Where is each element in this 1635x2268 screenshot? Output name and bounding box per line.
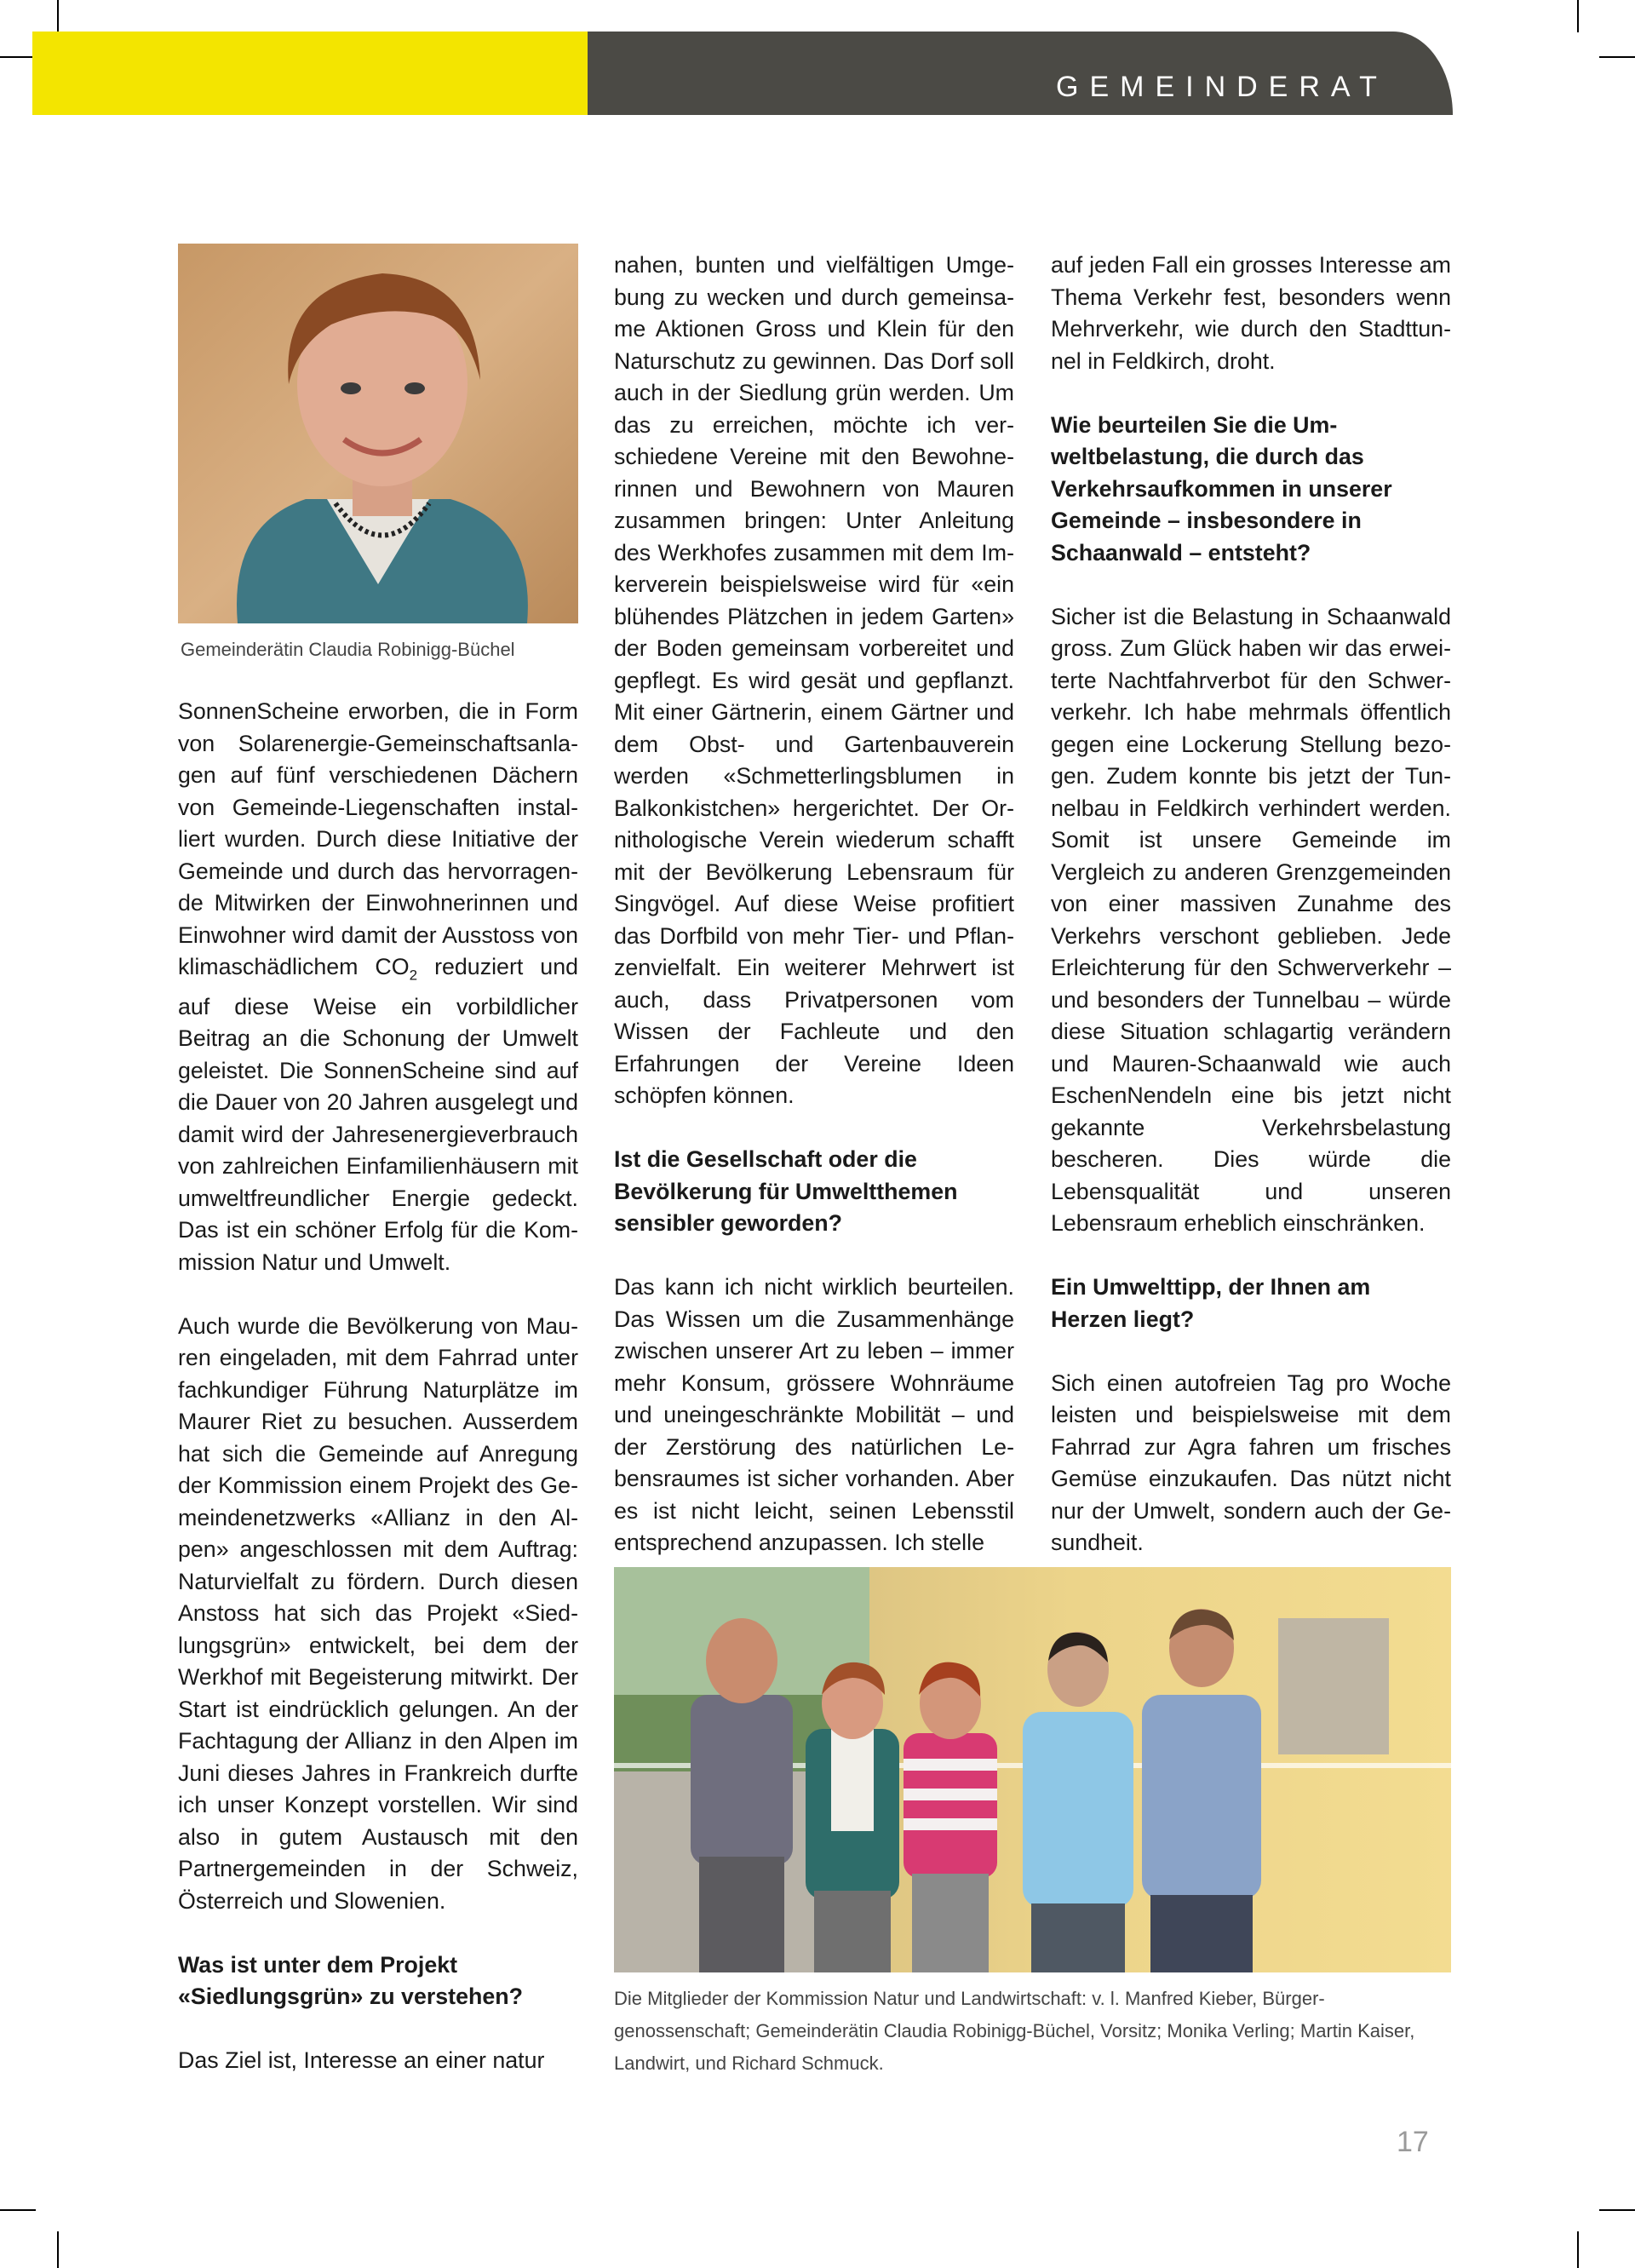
text-column-3 (1051, 250, 1451, 1559)
text-column-1 (178, 696, 578, 2077)
interview-question: Ein Umwelttipp, der Ihnen am Herzen liegt? (1051, 1274, 1371, 1332)
portrait-photo-icon (178, 244, 578, 623)
paragraph: Sich einen autofreien Tag pro Woche leisten und beispielsweise mit dem Fahrrad zur Agra fahren um frisches Gemüse einzukaufen. Das nützt nicht nur der Umwelt, sondern auch der Gesundheit. (1051, 1369, 1451, 1555)
interview-question: Ist die Gesellschaft oder die Bevölkerung für Umweltthemen sensibler geworden? (614, 1146, 958, 1236)
crop-mark (57, 0, 59, 32)
group-photo-caption: Die Mitglieder der Kommission Natur und Landwirtschaft: v. l. Manfred Kieber, Bürgergenossenschaft; Gemeinderätin Claudia Robinigg-Büchel, Vorsitz; Monika Verling; Martin Kaiser, Landwirt, und Richard Schmuck. (614, 1988, 1415, 2074)
page-number: 17 (1397, 2126, 1429, 2158)
paragraph: Das Ziel ist, Interesse an einer natur (178, 2047, 545, 2074)
crop-mark (1599, 56, 1635, 58)
paragraph-text: SonnenScheine erworben, die in Form von Solarenergie-Gemeinschaftsanlagen auf fünf verschiedenen Dächern von Gemeinde-Liegenschaften installiert wurden. Durch diese Initiative der Gemeinde und durch das hervorragende Mitwirken der Einwohnerinnen und Einwohner wird damit der Ausstoss von klimaschädlichem CO (178, 698, 578, 979)
crop-mark (1577, 2231, 1579, 2268)
paragraph (178, 696, 578, 1278)
paragraph: nahen, bunten und vielfältigen Umgebung zu wecken und durch gemeinsame Aktionen Gross und Klein für den Naturschutz zu gewinnen. Das Dorf soll auch in der Siedlung grün werden. Um das zu erreichen, möchte ich verschiedene Vereine mit den Bewohnerinnen und Bewohnern von Mauren zusammen bringen: Unter Anleitung des Werkhofes zusammen mit dem Imkerverein beispielsweise wird für «ein blühendes Plätzchen in jedem Garten» der Boden gemeinsam vorbereitet und gepflegt. Es wird gesät und gepflanzt. Mit einer Gärtnerin, einem Gärtner und dem Obst- und Gartenbauverein werden «Schmetterlingsblumen in Balkonkistchen» hergerichtet. Der Ornithologische Verein wiederum schafft mit der Bevölkerung Lebensraum für Singvögel. Auf diese Weise profitiert das Dorfbild von mehr Tier- und Pflanzenvielfalt. Ein weiterer Mehrwert ist auch, dass Privatpersonen vom Wissen der Fachleute und den Erfahrungen der Vereine Ideen schöpfen können. (614, 252, 1014, 1108)
paragraph-text: reduziert und auf diese Weise ein vorbildlicher Beitrag an die Schonung der Umwelt geleistet. Die SonnenScheine sind auf die Dauer von 20 Jahren ausgelegt und damit wird der Jahresenergieverbrauch von zahlreichen Einfamilienhäusern mit umweltfreundlicher Energie gedeckt. Das ist ein schöner Erfolg für die Kommission Natur und Umwelt. (178, 954, 578, 1275)
portrait-photo (178, 244, 578, 623)
section-title: GEMEINDERAT (1056, 71, 1388, 103)
paragraph: auf jeden Fall ein grosses Interesse am Thema Verkehr fest, besonders wenn Mehrverkehr, wie durch den Stadttunnel in Feldkirch, droht. (1051, 252, 1451, 374)
subscript: 2 (409, 967, 418, 984)
crop-mark (0, 2209, 36, 2211)
crop-mark (0, 56, 36, 58)
paragraph: Auch wurde die Bevölkerung von Mauren eingeladen, mit dem Fahrrad unter fachkundiger Führung Naturplätze im Maurer Riet zu besuchen. Ausserdem hat sich die Gemeinde auf Anregung der Kommission einem Projekt des Gemeindenetzwerks «Allianz in den Alpen» angeschlossen mit dem Auftrag: Naturvielfalt zu fördern. Durch diesen Anstoss hat sich das Projekt «Siedlungsgrün» entwickelt, bei dem der Werkhof mit Begeisterung mitwirkt. Der Start ist eindrücklich gelungen. An der Fachtagung der Allianz in den Alpen im Juni dieses Jahres in Frankreich durfte ich unser Konzept vorstellen. Wir sind also in gutem Austausch mit den Partnergemeinden in der Schweiz, Österreich und Slowenien. (178, 1312, 578, 1914)
paragraph: Das kann ich nicht wirklich beurteilen. Das Wissen um die Zusammenhänge zwischen unserer Art zu leben – immer mehr Konsum, grössere Wohnräume und uneingeschränkte Mobilität – und der Zerstörung des natürlichen Lebensraumes ist sicher vorhanden. Aber es ist nicht leicht, seinen Lebensstil entsprechend anzupassen. Ich stelle (614, 1274, 1014, 1555)
interview-question: Wie beurteilen Sie die Umweltbelastung, die durch das Verkehrsaufkommen in unserer Gemeinde – insbesondere in Schaanwald – entsteht? (1051, 411, 1392, 566)
crop-mark (1599, 2209, 1635, 2211)
crop-mark (1577, 0, 1579, 32)
group-photo-icon (614, 1567, 1451, 1972)
interview-question: Was ist unter dem Projekt «Siedlungsgrün» zu verstehen? (178, 1951, 524, 2010)
text-column-2 (614, 250, 1014, 1559)
header-yellow-band (32, 32, 588, 115)
group-photo (614, 1567, 1451, 1972)
portrait-caption: Gemeinderätin Claudia Robinigg-Büchel (181, 639, 515, 660)
crop-mark (57, 2231, 59, 2268)
paragraph: Sicher ist die Belastung in Schaanwald gross. Zum Glück haben wir das erweiterte Nachtfahrverbot für den Schwerverkehr. Ich habe mehrmals öffentlich gegen eine Lockerung Stellung bezogen. Zudem konnte bis jetzt der Tunnelbau in Feldkirch verhindert werden. Somit ist unsere Gemeinde im Vergleich zu anderen Grenzgemeinden von einer massiven Zunahme des Verkehrs verschont geblieben. Jede Erleichterung für den Schwerverkehr – und besonders der Tunnelbau – würde diese Situation schlagartig verändern und Mauren-Schaanwald wie auch EschenNendeln eine bis jetzt nicht gekannte Verkehrsbelastung bescheren. Dies würde die Lebensqualität und unseren Lebensraum erheblich einschränken. (1051, 603, 1451, 1236)
